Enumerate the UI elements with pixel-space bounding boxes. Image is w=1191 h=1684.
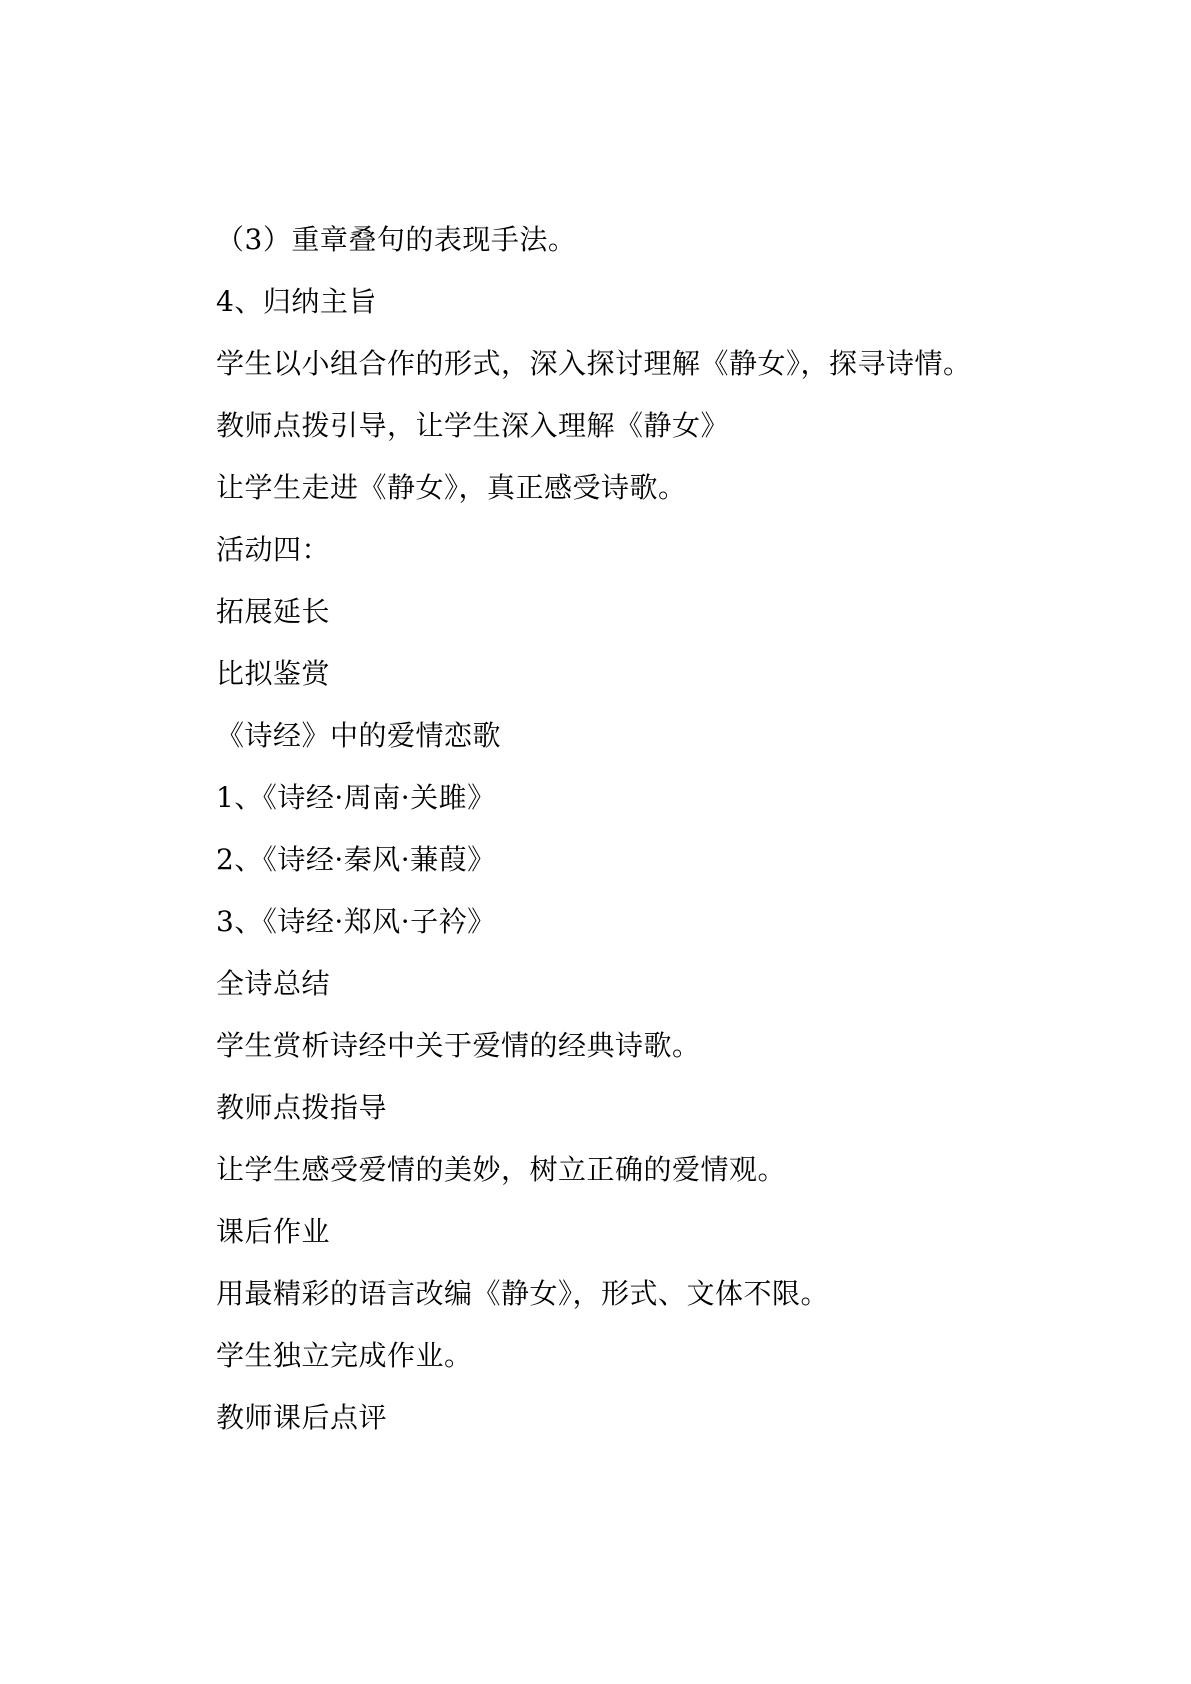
text-line-teacher-review: 教师课后点评 (216, 1401, 388, 1434)
text-line-group-discussion: 学生以小组合作的形式，深入探讨理解《静女》，探寻诗情。 (216, 347, 972, 380)
text-line-homework-heading: 课后作业 (216, 1215, 331, 1248)
text-line-section-theme: 4、归纳主旨 (216, 285, 377, 318)
text-line-summary: 全诗总结 (216, 967, 331, 1000)
text-line-poem-3: 3、《诗经·郑风·子衿》 (216, 905, 496, 938)
text-line-love-view: 让学生感受爱情的美妙，树立正确的爱情观。 (216, 1153, 787, 1186)
text-line-extension: 拓展延长 (216, 595, 331, 628)
text-line-activity-four: 活动四： (216, 533, 331, 566)
text-line-poem-1: 1、《诗经·周南·关雎》 (216, 781, 496, 814)
text-line-comparative-appreciation: 比拟鉴赏 (216, 657, 331, 690)
text-line-independent-work: 学生独立完成作业。 (216, 1339, 473, 1372)
text-line-poem-2: 2、《诗经·秦风·蒹葭》 (216, 843, 496, 876)
text-line-teacher-instruction: 教师点拨指导 (216, 1091, 388, 1124)
text-line-love-songs: 《诗经》中的爱情恋歌 (216, 719, 502, 752)
text-line-homework-task: 用最精彩的语言改编《静女》，形式、文体不限。 (216, 1277, 830, 1310)
text-line-feel-poem: 让学生走进《静女》，真正感受诗歌。 (216, 471, 687, 504)
text-line-teacher-guidance: 教师点拨引导，让学生深入理解《静女》 (216, 409, 730, 442)
text-line-technique: （3）重章叠句的表现手法。 (216, 223, 577, 256)
text-line-student-appreciation: 学生赏析诗经中关于爱情的经典诗歌。 (216, 1029, 701, 1062)
